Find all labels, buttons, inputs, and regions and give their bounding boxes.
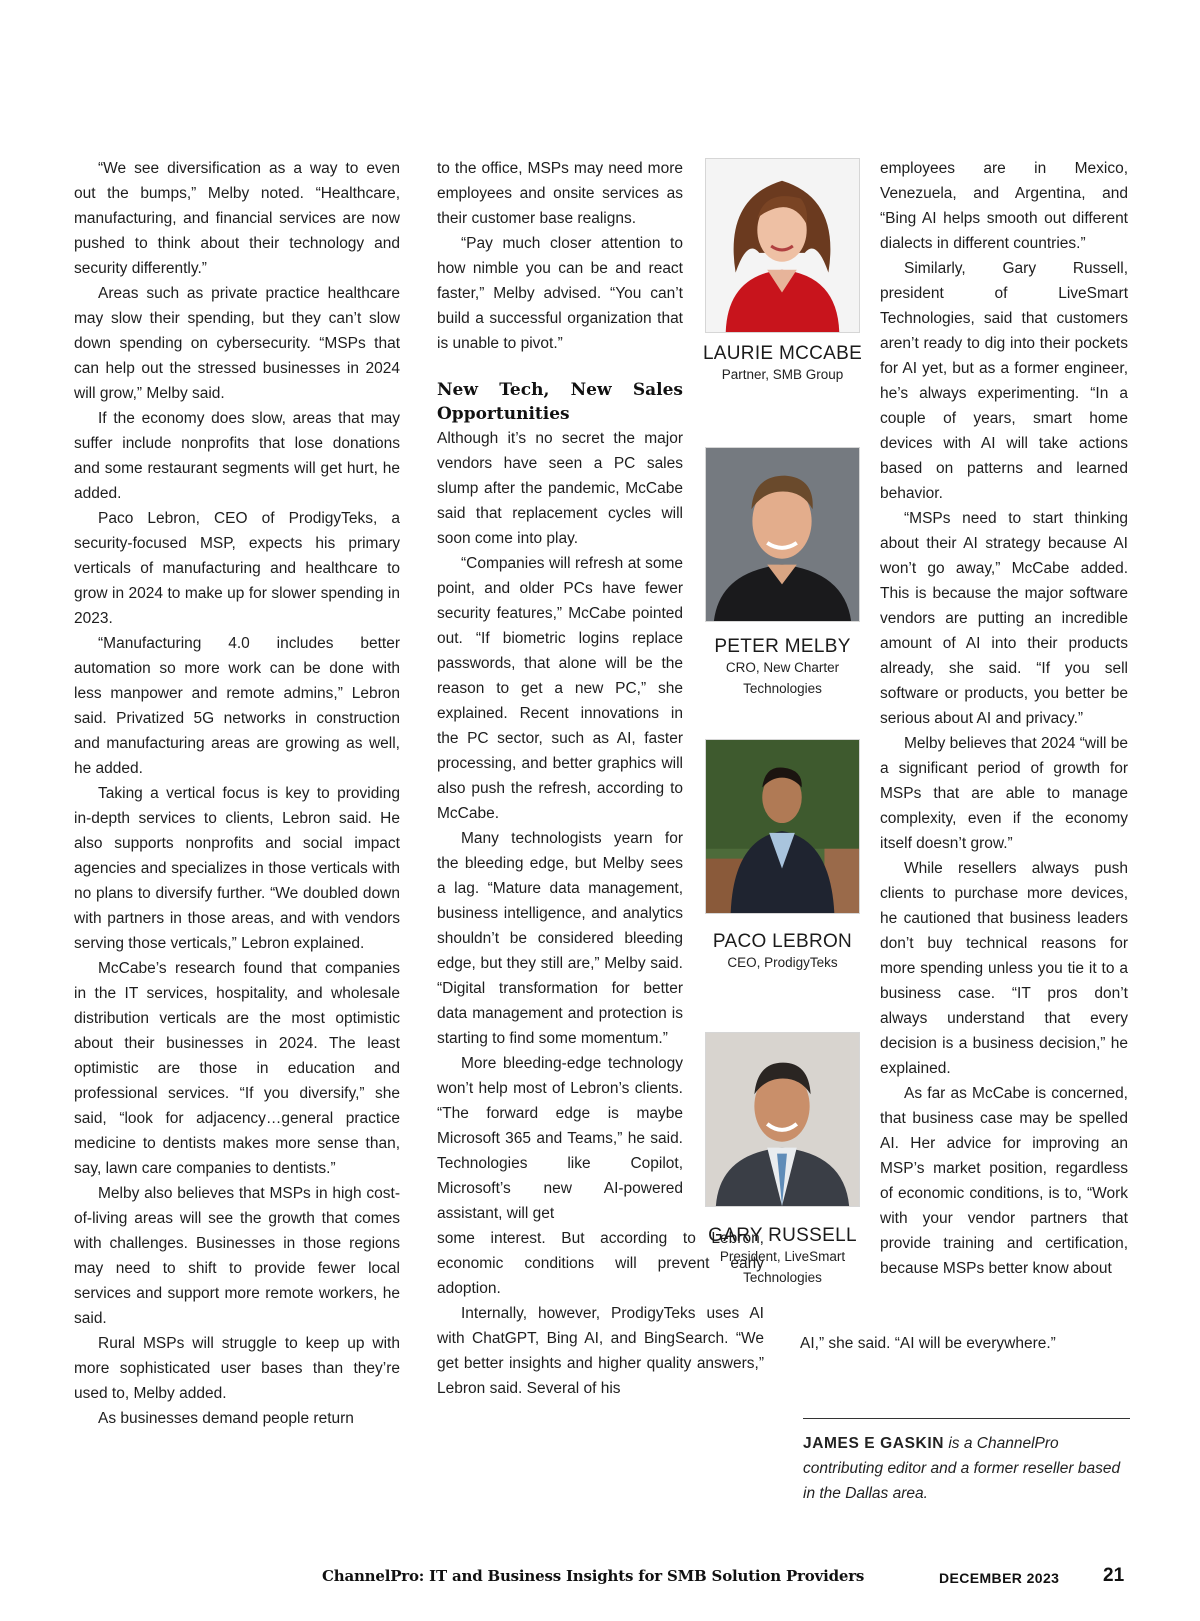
paragraph: Similarly, Gary Russell, president of LiveSmart Technologies, said that customers aren’t ready to dig into their pockets for AI yet, but as a former engineer, he’s always experimenting. “In a couple of years, smart home devices with AI will take actions based on patterns and learned behavior.: [880, 260, 1128, 502]
paragraph: As far as McCabe is concerned, that business case may be spelled AI. Her advice for improving an MSP’s market position, regardless of economic conditions, is to, “Work with your vendor partners that provide training and certification, because MSPs better know about: [880, 1085, 1128, 1277]
portrait-photo-gary-russell: [705, 1032, 860, 1207]
paragraph: Melby believes that 2024 “will be a significant period of growth for MSPs that are able to manage complexity, even if the economy itself doesn’t grow.”: [880, 735, 1129, 852]
paragraph: If the economy does slow, areas that may suffer include nonprofits that lose donations and some restaurant segments will get hurt, he added.: [74, 410, 400, 502]
footer-date: DECEMBER 2023: [939, 1570, 1060, 1586]
paragraph: “Companies will refresh at some point, and older PCs have fewer security features,” McCabe pointed out. “If biometric logins replace passwords, that alone will be the reason to get a new PC,” she explained. Recent innovations in the PC sector, such as AI, faster processing, and better graphics will also push the refresh, according to McCabe.: [437, 555, 683, 822]
paragraph: employees are in Mexico, Venezuela, and Argentina, and “Bing AI helps smooth out different dialects in different countries.”: [880, 160, 1128, 252]
paragraph: As businesses demand people return: [98, 1410, 354, 1427]
section-subhead: New Tech, New Sales Opportunities: [437, 380, 683, 424]
paragraph: Rural MSPs will struggle to keep up with more sophisticated user bases than they’re used to, Melby added.: [74, 1335, 400, 1402]
portrait-image: [706, 448, 859, 621]
paragraph: Paco Lebron, CEO of ProdigyTeks, a security-focused MSP, expects his primary verticals of manufacturing and healthcare to grow in 2024 to make up for slower spending in 2023.: [74, 510, 400, 627]
caption-title: CRO, New Charter Technologies: [725, 660, 840, 696]
footer-publication: ChannelPro: IT and Business Insights for SMB Solution Providers: [322, 1567, 865, 1585]
page-number: 21: [1103, 1565, 1125, 1586]
portrait-photo-peter-melby: [705, 447, 860, 622]
caption-title: Partner, SMB Group: [721, 367, 844, 382]
paragraph: “MSPs need to start thinking about their AI strategy because AI won’t go away,” McCabe added. This is because the major software vendors are putting an incredible amount of AI into their products already, she said. “If you sell software or products, you better be serious about AI and privacy.”: [880, 510, 1128, 727]
portrait-image: [706, 1033, 859, 1206]
paragraph: some interest. But according to Lebron, economic conditions will prevent early adoption.: [437, 1230, 764, 1297]
caption-name: PACO LEBRON: [712, 931, 853, 952]
caption-laurie-mccabe: [700, 344, 865, 385]
bio-divider: [803, 1418, 1130, 1419]
paragraph: Many technologists yearn for the bleeding edge, but Melby sees a lag. “Mature data management, business intelligence, and analytics shouldn’t be considered bleeding edge, but they still are,” Melby said. “Digital transformation for better data management and protection is starting to find some momentum.”: [437, 830, 683, 1047]
paragraph: While resellers always push clients to purchase more devices, he cautioned that business leaders don’t buy technical reasons for more spending unless you tie it to a business case. “IT pros don’t always understand that every decision is a business decision,” he explained.: [880, 860, 1128, 1077]
column-3-tail-line: AI,” she said. “AI will be everywhere.”: [800, 1335, 1056, 1352]
paragraph: Taking a vertical focus is key to providing in-depth services to clients, Lebron said. He also supports nonprofits and social impact agencies and specializes in those verticals with no plans to diversify further. “We doubled down with partners in those areas, and with vendors serving those verticals,” Lebron explained.: [74, 785, 400, 952]
caption-name: LAURIE MCCABE: [702, 343, 863, 364]
portrait-photo-paco-lebron: [705, 739, 860, 914]
paragraph: Melby also believes that MSPs in high cost-of-living areas will see the growth that comes with challenges. Businesses in those regions may need to shift to provide fewer local services and support more remote workers, he said.: [74, 1185, 400, 1327]
article-column-1: [74, 156, 400, 1431]
portrait-photo-laurie-mccabe: [705, 158, 860, 333]
column-2-upper: [437, 156, 683, 1226]
author-bio-text: is a ChannelPro contributing editor and a former reseller based in the Dallas area.: [803, 1435, 1121, 1502]
paragraph: “Pay much closer attention to how nimble you can be and react faster,” Melby advised. “You can’t build a successful organization that is unable to pivot.”: [437, 235, 683, 352]
paragraph: Internally, however, ProdigyTeks uses AI with ChatGPT, Bing AI, and BingSearch. “We get better insights and higher quality answers,” Lebron said. Several of his: [437, 1305, 764, 1397]
caption-name: PETER MELBY: [714, 636, 851, 657]
paragraph: to the office, MSPs may need more employees and onsite services as their customer base realigns.: [437, 160, 683, 227]
paragraph: “Manufacturing 4.0 includes better automation so more work can be done with less manpower and remote admins,” Lebron said. Privatized 5G networks in construction and manufacturing areas are growing as well, he added.: [74, 635, 400, 777]
paragraph: McCabe’s research found that companies in the IT services, hospitality, and wholesale distribution verticals are the most optimistic about their businesses in 2024. The least optimistic are those in education and professional services. “If you diversify,” she said, “look for adjacency…general practice medicine to dentists makes more sense than, say, lawn care companies to dentists.”: [74, 960, 400, 1177]
portrait-image: [706, 740, 859, 913]
article-column-3: [880, 156, 1128, 1281]
author-name: JAMES E GASKIN: [803, 1435, 945, 1452]
caption-title: President, LiveSmart Technologies: [719, 1249, 846, 1285]
caption-gary-russell: [700, 1226, 865, 1288]
paragraph: “We see diversification as a way to even out the bumps,” Melby noted. “Healthcare, manufacturing, and financial services are now pushed to think about their technology and security differently.”: [74, 160, 400, 277]
caption-peter-melby: [700, 637, 865, 699]
paragraph: Areas such as private practice healthcare may slow their spending, but they can’t slow down spending on cybersecurity. “MSPs that can help out the stressed businesses in 2024 will grow,” Melby said.: [74, 285, 400, 402]
caption-name: GARY RUSSELL: [708, 1225, 857, 1246]
paragraph: More bleeding-edge technology won’t help most of Lebron’s clients. “The forward edge is maybe Microsoft 365 and Teams,” he said. Technologies like Copilot, Microsoft’s new AI-powered assistant, will get: [437, 1055, 683, 1222]
author-bio: [803, 1431, 1133, 1506]
portrait-image: [706, 159, 859, 332]
caption-title: CEO, ProdigyTeks: [727, 955, 838, 970]
caption-paco-lebron: [700, 932, 865, 973]
paragraph: Although it’s no secret the major vendors have seen a PC sales slump after the pandemic, McCabe said that replacement cycles will soon come into play.: [437, 430, 683, 547]
